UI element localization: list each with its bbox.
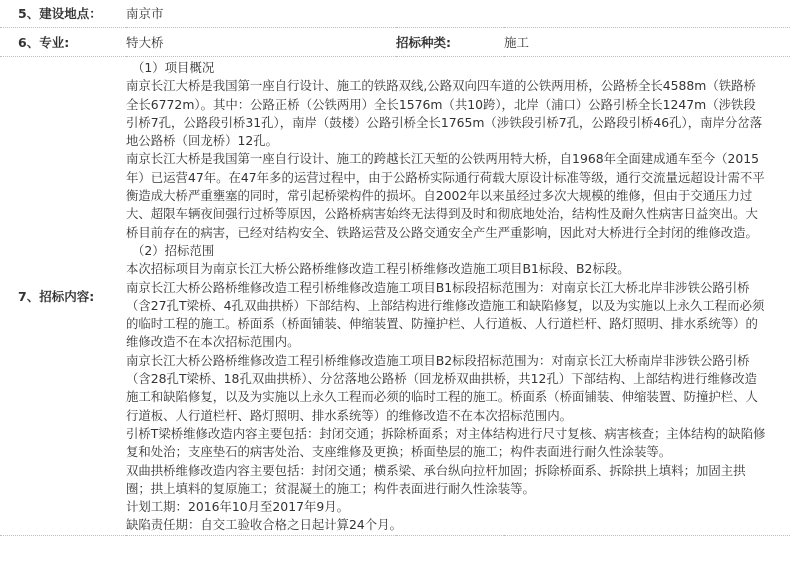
specialty-label: 6、专业: — [0, 28, 126, 57]
overview-paragraph-1: 南京长江大桥是我国第一座自行设计、施工的铁路双线,公路双向四车道的公铁两用桥，公路桥全长4588m（铁路桥全长6772m）。其中：公路正桥（公铁两用）全长1576m（共10跨），北岸（浦口）公路引桥全长1247m（涉铁段引桥7孔，公路段引桥31孔），南岸（鼓楼）公路引桥全长1765m（涉铁段引桥7孔，公路段引桥46孔），南岸分岔落地公路桥（回龙桥）12孔。 — [126, 78, 763, 149]
tender-type-value: 施工 — [504, 28, 790, 57]
scope-paragraph-b2: 南京长江大桥公路桥维修改造工程引桥维修改造施工项目B2标段招标范围为：对南京长江大桥南岸非涉铁公路引桥（含28孔T梁桥、18孔双曲拱桥）、分岔落地公路桥（回龙桥双曲拱桥，共12孔）下部结构、上部结构进行维修改造施工和缺陷修复，以及为实施以上永久工程而必须的临时工程的施工。桥面系（桥面铺装、伸缩装置、防撞护栏、人行道板、人行道栏杆、路灯照明、排水系统等）的维修改造不在本次招标范围内。 — [126, 352, 758, 423]
section-heading-overview: （1）项目概况 — [132, 60, 215, 75]
location-row — [0, 0, 790, 28]
defect-liability-paragraph: 缺陷责任期：自交工验收合格之日起计算24个月。 — [126, 517, 402, 533]
overview-paragraph-2: 南京长江大桥是我国第一座自行设计、施工的跨越长江天堑的公铁两用特大桥，自1968年全面建成通车至今（2015年）已运营47年。在47年多的运营过程中，由于公路桥实际通行荷载大原设计标准等级，通行交流量远超设计需不平衡造成大桥严重壅塞的同时，常引起桥梁构件的损坏。自2002年以来虽经过多次大规模的维修，但由于交通压力过大、超限车辆夜间强行过桥等原因，公路桥病害始终无法得到及时和彻底地处治，结构性及耐久性病害日益突出。大桥目前存在的病害，已经对结构安全、铁路运营及公路交通安全产生严重影响，因此对大桥进行全封闭的维修改造。 — [126, 151, 765, 240]
specialty-row — [0, 28, 790, 57]
tender-content-row — [0, 57, 790, 536]
t-beam-works-paragraph: 引桥T梁桥维修改造内容主要包括：封闭交通；拆除桥面系；对主体结构进行尺寸复核、病害核查；主体结构的缺陷修复和处治；支座垫石的病害处治、支座维修及更换；桥面垫层的施工；构件表面进行耐久性涂装等。 — [126, 425, 766, 460]
tender-content-label: 7、招标内容: — [0, 57, 126, 536]
specialty-value: 特大桥 — [126, 28, 396, 57]
scope-paragraph-summary: 本次招标项目为南京长江大桥公路桥维修改造工程引桥维修改造施工项目B1标段、B2标段。 — [126, 261, 630, 277]
tender-content-text — [126, 59, 768, 535]
tender-type-label: 招标种类: — [396, 28, 504, 57]
location-label: 5、建设地点： — [0, 0, 126, 28]
arch-bridge-works-paragraph: 双曲拱桥维修改造内容主要包括：封闭交通；横系梁、承台纵向拉杆加固；拆除桥面系、拆除拱上填料；加固主拱圈；拱上填料的复原施工；贫混凝土的施工；构件表面进行耐久性涂装等。 — [126, 462, 746, 496]
location-value: 南京市 — [126, 0, 790, 28]
section-heading-scope: （2）招标范围 — [132, 242, 215, 258]
schedule-paragraph: 计划工期：2016年10月至2017年9月。 — [126, 499, 350, 515]
tender-content-cell — [126, 57, 790, 536]
scope-paragraph-b1: 南京长江大桥公路桥维修改造工程引桥维修改造施工项目B1标段招标范围为：对南京长江大桥北岸非涉铁公路引桥（含27孔T梁桥、4孔双曲拱桥）下部结构、上部结构进行维修改造施工和缺陷修复，以及为实施以上永久工程而必须的临时工程的施工。桥面系（桥面铺装、伸缩装置、防撞护栏、人行道板、人行道栏杆、路灯照明、排水系统等）的维修改造不在本次招标范围内。 — [126, 279, 765, 350]
